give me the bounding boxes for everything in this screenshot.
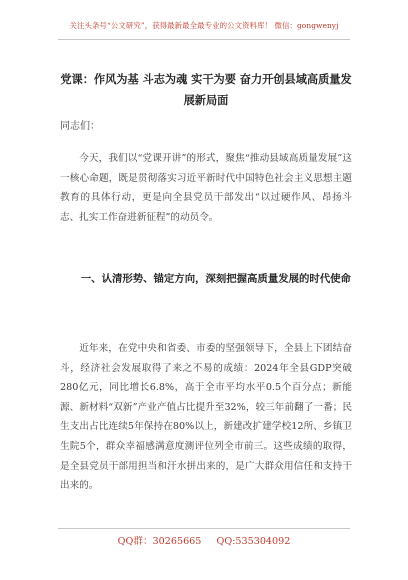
section-heading: 一、认清形势、锚定方向，深刻把握高质量发展的时代使命 [80, 273, 351, 285]
footer-qq-contact: QQ:535304092 [216, 536, 291, 547]
header-divider [58, 39, 350, 40]
document-title: 党课：作风为基 斗志为魂 实干为要 奋力开创县域高质量发展新局面 [60, 72, 352, 107]
footer-divider [58, 528, 350, 529]
salutation: 同志们： [60, 121, 100, 132]
header-banner: 关注头条号“公文研究”，获得最新最全最专业的公文资料库！ 微信：gongwenyj [69, 21, 339, 30]
footer-qq-group: QQ群：30265665 [117, 536, 202, 547]
paragraph-achievements: 近年来，在党中央和省委、市委的坚强领导下，全县上下团结奋斗，经济社会发展取得了来之不易的成绩：2024年全县GDP突破280亿元，同比增长6.8%，高于全市平均水平0.5个百分点；新能源、新材料“双新”产业产值占比提升至32%，较三年前翻了一番；民生支出占比连续5年保持在80%以上，新建改扩建学校12所、乡镇卫生院5个，群众幸福感满意度测评位列全市前三。这些成绩的取得，是全县党员干部用担当和汗水拼出来的，是广大群众用信任和支持干出来的。 [60, 343, 352, 492]
footer [58, 533, 350, 547]
paragraph-intro: 今天，我们以“党课开讲”的形式，聚焦“推动县域高质量发展”这一核心命题，既是贯彻落实习近平新时代中国特色社会主义思想主题教育的具体行动，更是向全县党员干部发出“以过硬作风、昂扬斗志、扎实工作奋进新征程”的动员令。 [60, 153, 352, 223]
